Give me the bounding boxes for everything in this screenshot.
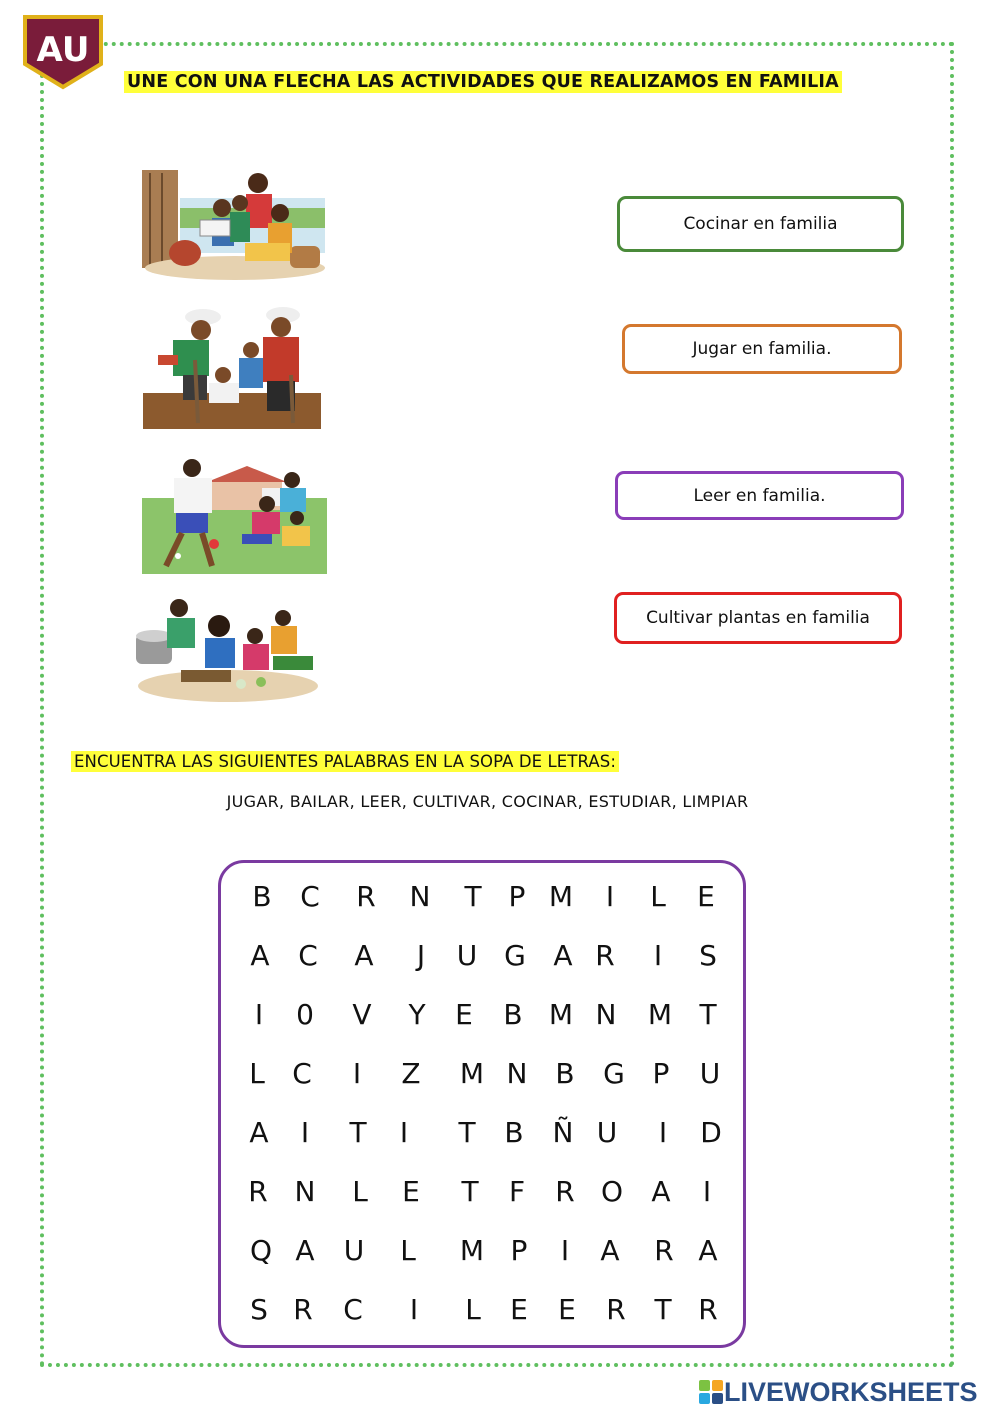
grid-cell[interactable]: P	[510, 1234, 528, 1267]
grid-cell[interactable]: P	[508, 880, 526, 913]
family-reading-picture[interactable]	[140, 168, 330, 283]
grid-cell[interactable]: N	[409, 880, 431, 913]
grid-cell[interactable]: E	[510, 1293, 528, 1326]
grid-cell[interactable]: R	[654, 1234, 674, 1267]
grid-cell[interactable]: R	[698, 1293, 718, 1326]
grid-cell[interactable]: B	[252, 880, 272, 913]
option-cultivar-box[interactable]	[614, 592, 902, 644]
grid-cell[interactable]: E	[697, 880, 715, 913]
grid-cell[interactable]: Y	[408, 998, 426, 1031]
match-instruction: UNE CON UNA FLECHA LAS ACTIVIDADES QUE REALIZAMOS EN FAMILIA	[124, 71, 842, 93]
grid-cell[interactable]: I	[702, 1175, 712, 1208]
grid-cell[interactable]: T	[349, 1116, 367, 1149]
logo-text: AU	[36, 30, 90, 70]
grid-cell[interactable]: M	[647, 998, 673, 1031]
grid-cell[interactable]: Q	[249, 1234, 273, 1267]
grid-cell[interactable]: C	[292, 1057, 312, 1090]
grid-row	[221, 936, 743, 976]
grid-cell[interactable]: S	[699, 939, 717, 972]
grid-cell[interactable]: M	[548, 998, 574, 1031]
grid-cell[interactable]: O	[600, 1175, 624, 1208]
grid-cell[interactable]: A	[600, 1234, 620, 1267]
grid-cell[interactable]: L	[650, 880, 666, 913]
grid-cell[interactable]: T	[464, 880, 482, 913]
grid-cell[interactable]: I	[352, 1057, 362, 1090]
grid-cell[interactable]: A	[250, 939, 270, 972]
grid-cell[interactable]: Z	[401, 1057, 421, 1090]
grid-cell[interactable]: N	[595, 998, 617, 1031]
grid-cell[interactable]: I	[560, 1234, 570, 1267]
grid-cell[interactable]: A	[295, 1234, 315, 1267]
grid-row	[221, 1290, 743, 1330]
option-label: Jugar en familia.	[692, 339, 832, 359]
grid-cell[interactable]: I	[300, 1116, 310, 1149]
grid-cell[interactable]: R	[356, 880, 376, 913]
option-label: Cultivar plantas en familia	[646, 608, 870, 628]
grid-cell[interactable]: R	[248, 1175, 268, 1208]
grid-cell[interactable]: U	[343, 1234, 365, 1267]
grid-cell[interactable]: M	[459, 1234, 485, 1267]
grid-row	[221, 1231, 743, 1271]
option-cocinar-box[interactable]	[617, 196, 904, 252]
grid-cell[interactable]: U	[699, 1057, 721, 1090]
grid-cell[interactable]: U	[456, 939, 478, 972]
grid-row	[221, 1172, 743, 1212]
grid-cell[interactable]: L	[400, 1234, 416, 1267]
grid-cell[interactable]: S	[250, 1293, 268, 1326]
grid-cell[interactable]: R	[293, 1293, 313, 1326]
grid-cell[interactable]: A	[249, 1116, 269, 1149]
grid-cell[interactable]: P	[652, 1057, 670, 1090]
option-jugar-box[interactable]	[622, 324, 902, 374]
grid-cell[interactable]: E	[402, 1175, 420, 1208]
grid-cell[interactable]: A	[553, 939, 573, 972]
grid-cell[interactable]: B	[503, 998, 523, 1031]
grid-cell[interactable]: B	[555, 1057, 575, 1090]
grid-row	[221, 1054, 743, 1094]
grid-cell[interactable]: I	[605, 880, 615, 913]
grid-cell[interactable]: T	[461, 1175, 479, 1208]
family-cooking-picture[interactable]	[133, 596, 318, 704]
grid-cell[interactable]: R	[606, 1293, 626, 1326]
grid-cell[interactable]: 0	[296, 998, 314, 1031]
option-label: Leer en familia.	[693, 485, 826, 506]
family-playing-picture[interactable]	[142, 458, 327, 576]
grid-cell[interactable]: A	[354, 939, 374, 972]
grid-cell[interactable]: M	[548, 880, 574, 913]
grid-cell[interactable]: U	[596, 1116, 618, 1149]
school-logo	[22, 14, 104, 90]
grid-cell[interactable]: I	[658, 1116, 668, 1149]
grid-cell[interactable]: I	[254, 998, 264, 1031]
grid-cell[interactable]: J	[416, 939, 426, 972]
grid-cell[interactable]: L	[249, 1057, 265, 1090]
grid-cell[interactable]: T	[458, 1116, 476, 1149]
grid-row	[221, 1113, 743, 1153]
grid-cell[interactable]: E	[455, 998, 473, 1031]
grid-cell[interactable]: T	[699, 998, 717, 1031]
brand-text: LIVEWORKSHEETS	[724, 1376, 978, 1407]
grid-cell[interactable]: C	[343, 1293, 363, 1326]
liveworksheets-logo-icon	[698, 1379, 724, 1405]
grid-cell[interactable]: L	[465, 1293, 481, 1326]
liveworksheets-brand[interactable]	[698, 1377, 978, 1407]
grid-cell[interactable]: B	[504, 1116, 524, 1149]
grid-cell[interactable]: M	[459, 1057, 485, 1090]
grid-cell[interactable]: I	[653, 939, 663, 972]
grid-cell[interactable]: G	[504, 939, 526, 972]
grid-cell[interactable]: L	[352, 1175, 368, 1208]
grid-cell[interactable]: C	[298, 939, 318, 972]
word-search-instruction: ENCUENTRA LAS SIGUIENTES PALABRAS EN LA SOPA DE LETRAS:	[71, 751, 619, 772]
grid-row	[221, 995, 743, 1035]
grid-cell[interactable]: A	[651, 1175, 671, 1208]
option-leer-box[interactable]	[615, 471, 904, 520]
grid-cell[interactable]: A	[698, 1234, 718, 1267]
grid-cell[interactable]: R	[555, 1175, 575, 1208]
grid-cell[interactable]: Ñ	[552, 1116, 574, 1149]
word-search-grid[interactable]	[218, 860, 746, 1348]
word-list: JUGAR, BAILAR, LEER, CULTIVAR, COCINAR, ESTUDIAR, LIMPIAR	[226, 792, 749, 811]
grid-cell[interactable]: I	[399, 1116, 409, 1149]
grid-row	[221, 877, 743, 917]
grid-cell[interactable]: N	[294, 1175, 316, 1208]
grid-cell[interactable]: E	[558, 1293, 576, 1326]
grid-cell[interactable]: D	[700, 1116, 722, 1149]
grid-cell[interactable]: R	[595, 939, 615, 972]
family-gardening-picture[interactable]	[143, 305, 323, 430]
grid-cell[interactable]: N	[506, 1057, 528, 1090]
grid-cell[interactable]: V	[352, 998, 372, 1031]
grid-cell[interactable]: T	[654, 1293, 672, 1326]
grid-cell[interactable]: G	[603, 1057, 625, 1090]
option-label: Cocinar en familia	[683, 214, 838, 234]
grid-cell[interactable]: F	[508, 1175, 526, 1208]
grid-cell[interactable]: C	[300, 880, 320, 913]
grid-cell[interactable]: I	[409, 1293, 419, 1326]
